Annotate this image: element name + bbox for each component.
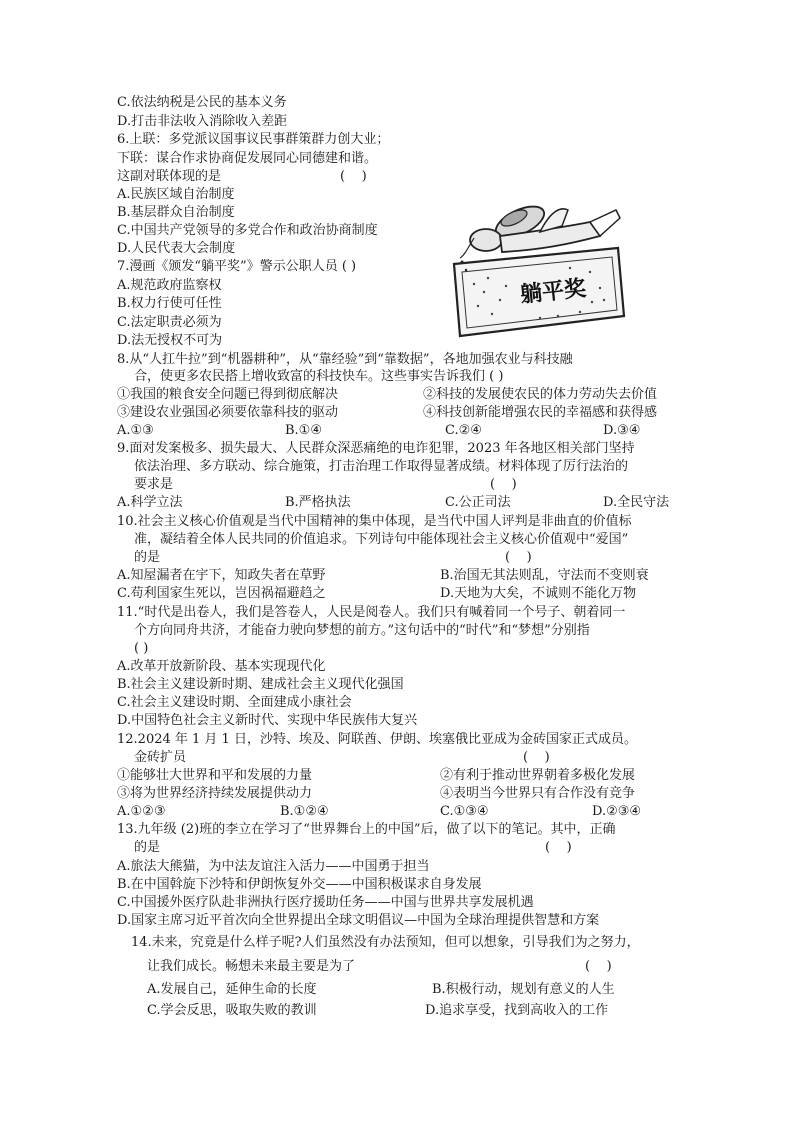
q11-option-c: C.社会主义建设时期、全面建成小康社会: [117, 695, 352, 710]
q9-option-a: A.科学立法: [117, 495, 183, 510]
q5-option-d: D.打击非法收入消除收入差距: [117, 114, 288, 129]
q14-stem-line1: 14.未来，究竟是什么样子呢?人们虽然没有办法预知，但可以想象，引导我们为之努力，: [131, 935, 640, 950]
q8-statement-4: ④科技创新能增强农民的幸福感和获得感: [423, 405, 658, 420]
q14-answer-paren: ( ): [585, 959, 612, 974]
q13-answer-paren: ( ): [545, 840, 572, 855]
q10-answer-paren: ( ): [505, 550, 532, 565]
q9-option-b: B.严格执法: [285, 495, 351, 510]
q8-option-d: D.③④: [603, 423, 641, 438]
q8-stem-line1: 8.从“人扛牛拉”到“机器耕种”，从“靠经验”到“靠数据”，各地加强农业与科技融: [117, 352, 573, 367]
q12-answer-paren: ( ): [523, 750, 550, 765]
q12-stem-line2: 金砖扩员: [134, 750, 187, 765]
q11-option-d: D.中国特色社会主义新时代、实现中华民族伟大复兴: [117, 713, 418, 728]
q12-option-c: C.①③④: [440, 804, 489, 819]
q10-stem-line1: 10.社会主义核心价值观是当代中国精神的集中体现，是当代中国人评判是非曲直的价值标: [117, 514, 632, 529]
q12-stem-line1: 12.2024 年 1 月 1 日，沙特、埃及、阿联酋、伊朗、埃塞俄比亚成为金砖国家正式成员。: [117, 732, 637, 747]
q8-stem-line2: 合，使更多农民搭上增收致富的科技快车。这些事实告诉我们 ( ): [134, 369, 504, 384]
q8-option-a: A.①③: [117, 423, 154, 438]
q8-statement-2: ②科技的发展使农民的体力劳动失去价值: [423, 387, 658, 402]
q9-option-c: C.公正司法: [445, 495, 511, 510]
q11-stem-line2: 个方向同舟共济，才能奋力驶向梦想的前方。”这句话中的“时代”和“梦想”分别指: [134, 623, 590, 638]
q10-option-b: B.治国无其法则乱，守法而不变则衰: [440, 568, 649, 583]
q13-stem-line1: 13.九年级 (2)班的李立在学习了“世界舞台上的中国”后，做了以下的笔记。其中，正确: [117, 822, 616, 837]
q12-option-b: B.①②④: [280, 804, 329, 819]
q6-stem-line2: 下联：谋合作求协商促发展同心同德建和谐。: [117, 151, 378, 166]
q13-option-b: B.在中国斡旋下沙特和伊朗恢复外交——中国积极谋求自身发展: [117, 877, 482, 892]
q12-statement-1: ①能够壮大世界和平和发展的力量: [117, 768, 313, 783]
award-title: 躺平奖: [518, 275, 588, 309]
q14-option-b: B.积极行动，规划有意义的人生: [432, 982, 615, 997]
q12-statement-4: ④表明当今世界只有合作没有竞争: [440, 786, 636, 801]
q6-option-d: D.人民代表大会制度: [117, 241, 236, 256]
q6-stem-line1: 6.上联：多党派议国事议民事群策群力创大业；: [117, 132, 390, 147]
q11-stem-line1: 11.“时代是出卷人，我们是答卷人，人民是阅卷人。我们只有喊着同一个号子、朝着同一: [117, 605, 626, 620]
q7-option-a: A.规范政府监察权: [117, 278, 222, 293]
q14-option-d: D.追求享受，找到高收入的工作: [425, 1003, 609, 1018]
q6-answer-paren: ( ): [340, 169, 367, 184]
q10-option-a: A.知屋漏者在宇下，知政失者在草野: [117, 568, 326, 583]
q8-option-c: C.②④: [445, 423, 482, 438]
q6-stem-line3: 这副对联体现的是: [117, 169, 222, 184]
q13-option-d: D.国家主席习近平首次向全世界提出全球文明倡议—中国为全球治理提供智慧和方案: [117, 913, 600, 928]
q14-option-c: C.学会反思，吸取失败的教训: [147, 1003, 317, 1018]
q14-stem-line2: 让我们成长。畅想未来最主要是为了: [147, 959, 356, 974]
q6-option-b: B.基层群众自治制度: [117, 205, 235, 220]
q9-stem-line2: 依法治理、多方联动、综合施策，打击治理工作取得显著成绩。材料体现了厉行法治的: [134, 459, 629, 474]
q5-option-c: C.依法纳税是公民的基本义务: [117, 95, 287, 110]
head: [470, 229, 502, 251]
q9-option-d: D.全民守法: [603, 495, 670, 510]
q12-option-d: D.②③④: [592, 804, 642, 819]
q6-option-c: C.中国共产党领导的多党合作和政治协商制度: [117, 223, 378, 238]
q10-stem-line2: 准，凝结着全体人民共同的价值追求。下列诗句中能体现社会主义核心价值观中“爱国”: [134, 532, 629, 547]
q13-option-c: C.中国援外医疗队赴非洲执行医疗援助任务——中国与世界共享发展机遇: [117, 895, 534, 910]
q11-option-b: B.社会主义建设新时期、建成社会主义现代化强国: [117, 677, 404, 692]
q7-option-b: B.权力行使可任性: [117, 296, 222, 311]
q9-answer-paren: ( ): [490, 477, 517, 492]
q11-answer-paren: ( ): [134, 641, 149, 656]
q12-option-a: A.①②③: [117, 804, 166, 819]
lying-flat-award-cartoon: [440, 192, 626, 340]
q9-stem-line3: 要求是: [134, 477, 174, 492]
q7-option-d: D.法无授权不可为: [117, 333, 223, 348]
q7-stem: 7.漫画《颁发“躺平奖”》警示公职人员 ( ): [117, 259, 357, 274]
q6-option-a: A.民族区域自治制度: [117, 187, 235, 202]
q12-statement-3: ③将为世界经济持续发展提供动力: [117, 786, 313, 801]
q12-statement-2: ②有利于推动世界朝着多极化发展: [440, 768, 636, 783]
q9-stem-line1: 9.面对发案极多、损失最大、人民群众深恶痛绝的电诈犯罪，2023 年各地区相关部门坚持: [117, 441, 635, 456]
q10-option-c: C.苟利国家生死以，岂因祸福避趋之: [117, 586, 326, 601]
q7-option-c: C.法定职责必须为: [117, 315, 222, 330]
q10-stem-line3: 的是: [134, 550, 161, 565]
q13-stem-line2: 的是: [134, 840, 161, 855]
q14-option-a: A.发展自己，延伸生命的长度: [147, 982, 317, 997]
q8-statement-1: ①我国的粮食安全问题已得到彻底解决: [117, 387, 339, 402]
q13-option-a: A.旅法大熊猫，为中法友谊注入活力——中国勇于担当: [117, 859, 430, 874]
q8-option-b: B.①④: [285, 423, 322, 438]
q8-statement-3: ③建设农业强国必须要依靠科技的驱动: [117, 405, 339, 420]
q11-option-a: A.改革开放新阶段、基本实现现代化: [117, 659, 326, 674]
q10-option-d: D.天地为大矣，不诚则不能化万物: [440, 586, 637, 601]
